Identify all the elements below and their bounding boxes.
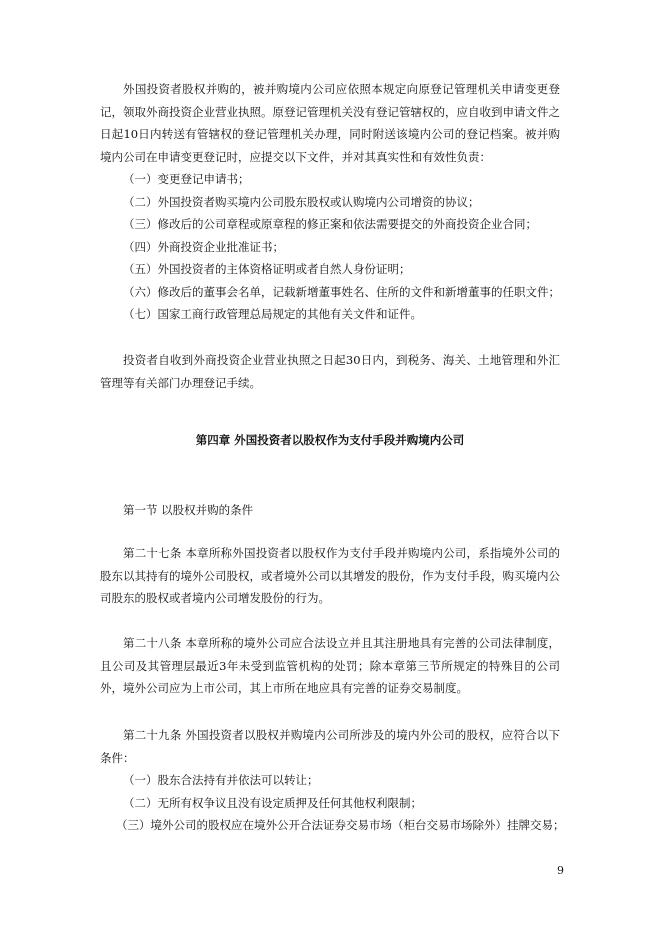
section-heading: 第一节 以股权并购的条件: [123, 503, 254, 517]
list-item: （一）变更登记申请书；: [123, 172, 250, 186]
list-item: （六）修改后的董事会名单，记载新增董事姓名、住所的文件和新增董事的任职文件；: [123, 284, 560, 299]
article-28-block: [100, 632, 560, 700]
list-item: （七）国家工商行政管理总局规定的其他有关文件和证件。: [123, 307, 422, 321]
list-item: （四）外商投资企业批准证书；: [123, 239, 284, 254]
paragraph-tax-registration: 投资者自收到外商投资企业营业执照之日起30日内，到税务、海关、土地管理和外汇管理等有关部门办理登记手续。: [100, 353, 560, 390]
list-item: （三）境外公司的股权应在境外公开合法证券交易市场（柜台交易市场除外）挂牌交易；: [116, 818, 565, 832]
tax-registration-block: [100, 349, 560, 394]
list-item: （二）外国投资者购买境内公司股东股权或认购境内公司增资的协议；: [123, 194, 480, 209]
article-29-block: [100, 724, 565, 837]
list-item: （一）股东合法持有并依法可以转让；: [123, 773, 319, 787]
article-29: 第二十九条 外国投资者以股权并购境内公司所涉及的境内外公司的股权，应符合以下条件：: [100, 728, 560, 765]
list-item: （三）修改后的公司章程或原章程的修正案和依法需要提交的外商投资企业合同；: [123, 217, 537, 231]
list-item: （二）无所有权争议且没有设定质押及任何其他权利限制；: [123, 795, 422, 810]
list-item: （五）外国投资者的主体资格证明或者自然人身份证明；: [123, 262, 411, 276]
paragraph-registration: 外国投资者股权并购的，被并购境内公司应依照本规定向原登记管理机关申请变更登记，领取外商投资企业营业执照。原登记管理机关没有登记管辖权的，应自收到申请文件之日起10日内转送有管辖权的登记管理机关办理，同时附送该境内公司的登记档案。被并购境内公司在申请变更登记时，应提交以下文件，并对其真实性和有效性负责：: [100, 82, 560, 164]
article-27: 第二十七条 本章所称外国投资者以股权作为支付手段并购境内公司，系指境外公司的股东以其持有的境外公司股权，或者境外公司以其增发的股份，作为支付手段，购买境内公司股东的股权或者境内公司增发股份的行为。: [100, 546, 560, 605]
article-28: 第二十八条 本章所称的境外公司应合法设立并且其注册地具有完善的公司法律制度，且公司及其管理层最近3年未受到监管机构的处罚；除本章第三节所规定的特殊目的公司外，境外公司应为上市公司，其上市所在地应具有完善的证券交易制度。: [100, 636, 560, 695]
page-number: 9: [557, 864, 564, 877]
registration-paragraph-block: [100, 78, 560, 326]
chapter-heading: 第四章 外国投资者以股权作为支付手段并购境内公司: [195, 433, 465, 447]
article-27-block: [100, 542, 560, 610]
